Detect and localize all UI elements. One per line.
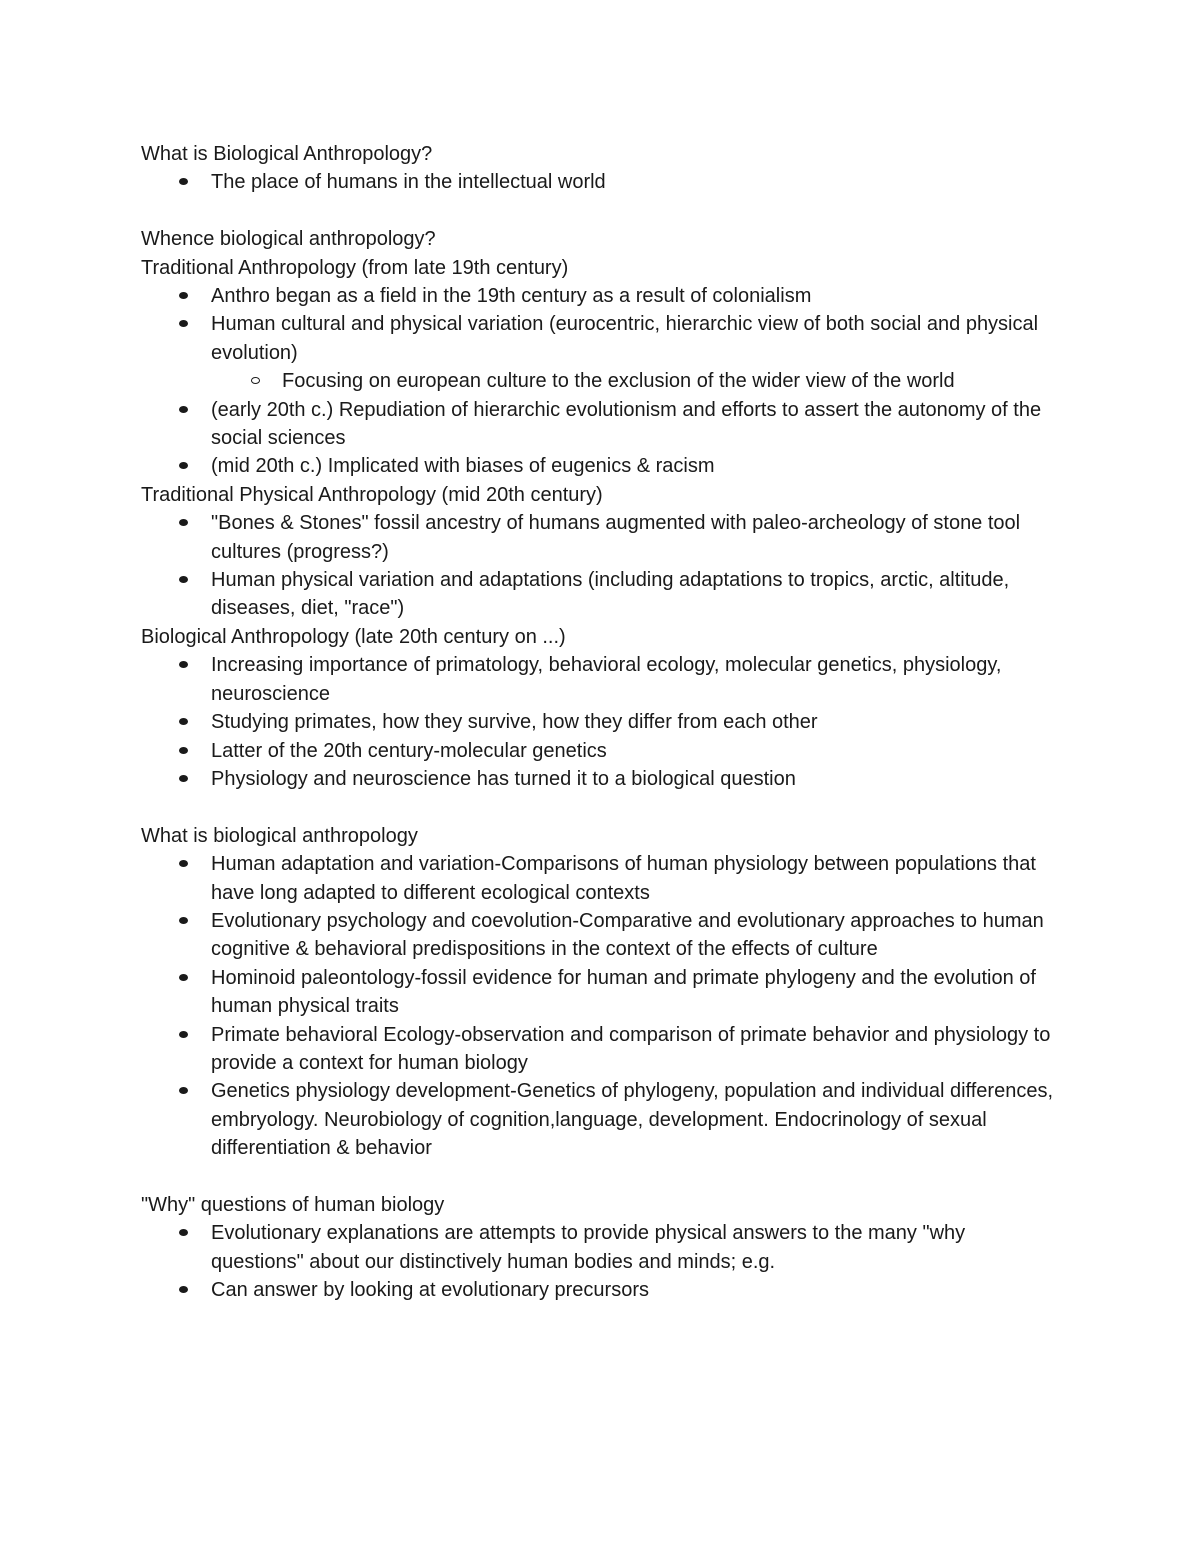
bullet-icon	[179, 1286, 188, 1293]
list-item: The place of humans in the intellectual world	[141, 168, 1061, 196]
section-heading: What is biological anthropology	[141, 824, 418, 847]
list-item: Latter of the 20th century-molecular genetics	[141, 737, 1061, 765]
bullet-icon	[179, 576, 188, 583]
sub-list-item: Focusing on european culture to the exclusion of the wider view of the world	[211, 367, 1061, 395]
blank-line	[141, 1163, 1061, 1191]
bullet-icon	[179, 718, 188, 725]
list-item: Human adaptation and variation-Comparisons of human physiology between populations that have long adapted to different ecological contexts	[141, 850, 1061, 907]
list-item: Human physical variation and adaptations (including adaptations to tropics, arctic, altitude, diseases, diet, "race")	[141, 566, 1061, 623]
list-item: Human cultural and physical variation (eurocentric, hierarchic view of both social and physical evolution) Focusing on european culture to the exclusion of the wider view of the world	[141, 310, 1061, 395]
list-item: "Bones & Stones" fossil ancestry of humans augmented with paleo-archeology of stone tool cultures (progress?)	[141, 509, 1061, 566]
section-heading: "Why" questions of human biology	[141, 1193, 445, 1216]
bullet-icon	[179, 917, 188, 924]
bullet-icon	[179, 860, 188, 867]
list-item: Anthro began as a field in the 19th century as a result of colonialism	[141, 282, 1061, 310]
list-item: Increasing importance of primatology, behavioral ecology, molecular genetics, physiology, neuroscience	[141, 651, 1061, 708]
section-heading: What is Biological Anthropology?	[141, 143, 433, 165]
sub-bullet-list	[211, 367, 1061, 395]
bullet-icon	[179, 178, 188, 185]
bullet-icon	[179, 406, 188, 413]
list-item: Physiology and neuroscience has turned it to a biological question	[141, 765, 1061, 793]
bullet-list	[141, 509, 1061, 623]
list-item: Genetics physiology development-Genetics of phylogeny, population and individual differences, embryology. Neurobiology of cognition,language, development. Endocrinology of sexual differentiation & behavior	[141, 1077, 1061, 1162]
list-item: (early 20th c.) Repudiation of hierarchic evolutionism and efforts to assert the autonomy of the social sciences	[141, 396, 1061, 453]
section-subheading: Traditional Anthropology (from late 19th century)	[141, 256, 569, 279]
blank-line	[141, 793, 1061, 821]
bullet-icon	[179, 1031, 188, 1038]
bullet-icon	[179, 320, 188, 327]
list-item: Hominoid paleontology-fossil evidence for human and primate phylogeny and the evolution of human physical traits	[141, 964, 1061, 1021]
bullet-icon	[179, 775, 188, 782]
blank-line	[141, 197, 1061, 225]
list-item: Evolutionary explanations are attempts to provide physical answers to the many "why questions" about our distinctively human bodies and minds; e.g.	[141, 1219, 1061, 1276]
bullet-list	[141, 850, 1061, 1162]
bullet-list	[141, 168, 1061, 196]
bullet-list	[141, 282, 1061, 481]
list-item: Primate behavioral Ecology-observation and comparison of primate behavior and physiology to provide a context for human biology	[141, 1021, 1061, 1078]
list-item: Can answer by looking at evolutionary precursors	[141, 1276, 1061, 1304]
bullet-icon	[179, 1087, 188, 1094]
bullet-icon	[179, 1229, 188, 1236]
hollow-bullet-icon	[251, 377, 260, 384]
bullet-icon	[179, 292, 188, 299]
section-heading: Biological Anthropology (late 20th century on ...)	[141, 625, 566, 648]
bullet-icon	[179, 462, 188, 469]
list-item: Evolutionary psychology and coevolution-Comparative and evolutionary approaches to human cognitive & behavioral predispositions in the context of the effects of culture	[141, 907, 1061, 964]
list-item: Studying primates, how they survive, how they differ from each other	[141, 708, 1061, 736]
bullet-icon	[179, 661, 188, 668]
bullet-list	[141, 651, 1061, 793]
bullet-icon	[179, 747, 188, 754]
bullet-icon	[179, 519, 188, 526]
section-heading: Traditional Physical Anthropology (mid 20th century)	[141, 483, 603, 506]
section-heading: Whence biological anthropology?	[141, 228, 436, 251]
list-item: (mid 20th c.) Implicated with biases of eugenics & racism	[141, 452, 1061, 480]
document-page	[141, 140, 1061, 1305]
bullet-list	[141, 1219, 1061, 1304]
bullet-icon	[179, 974, 188, 981]
